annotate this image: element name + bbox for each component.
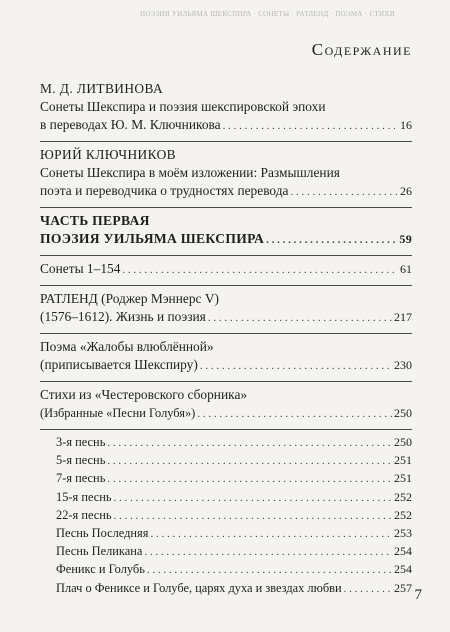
divider [40, 429, 412, 430]
entry-title-line: РАТЛЕНД (Роджер Мэннерс V) [40, 291, 219, 306]
toc-entry-klyuchnikov [40, 146, 412, 201]
leader-dots [114, 490, 392, 507]
divider [40, 255, 412, 256]
part-title-line [40, 230, 412, 249]
entry-title-text: (Избранные «Песни Голубя») [40, 406, 196, 420]
leader-dots [114, 508, 392, 525]
entry-title-text: Сонеты 1–154 [40, 261, 121, 276]
song-title: 22-я песнь [56, 507, 112, 522]
song-title: Феникс и Голубь [56, 562, 145, 577]
list-item [40, 489, 412, 507]
entry-title-line [40, 356, 412, 375]
entry-title-line [40, 260, 412, 279]
page-ref: 251 [394, 471, 412, 486]
song-title: Песнь Последняя [56, 526, 149, 541]
song-title: Песнь Пеликана [56, 544, 143, 559]
page-number: 7 [414, 587, 422, 603]
part-title-text: ПОЭЗИЯ УИЛЬЯМА ШЕКСПИРА [40, 231, 265, 246]
entry-title-text: (1576–1612). Жизнь и поэзия [40, 309, 206, 324]
entry-title-line: Стихи из «Честеровского сборника» [40, 387, 248, 402]
entry-title-text: (приписывается Шекспиру) [40, 357, 198, 372]
leader-dots [197, 405, 392, 423]
page-ref: 59 [399, 232, 412, 246]
leader-dots [266, 231, 397, 249]
divider [40, 381, 412, 382]
page-ref: 253 [394, 526, 412, 541]
leader-dots [122, 261, 398, 279]
list-item [40, 525, 412, 543]
page-ref: 252 [394, 489, 412, 504]
song-title: 3-я песнь [56, 435, 106, 449]
table-of-contents [40, 80, 412, 598]
leader-dots [107, 453, 392, 470]
page-ref: 254 [394, 544, 412, 559]
toc-entry-litvinova [40, 80, 412, 135]
leader-dots [107, 435, 392, 452]
entry-title-line [40, 404, 412, 423]
page-ref: 230 [394, 358, 412, 372]
running-head: ПОЭЗИЯ УИЛЬЯМА ШЕКСПИРА · СОНЕТЫ · РАТЛЕНД · ПОЭМА · СТИХИ [140, 10, 396, 18]
page-ref: 257 [394, 580, 412, 595]
page-ref: 254 [394, 562, 412, 577]
leader-dots [107, 471, 392, 488]
toc-entry-chester [40, 386, 412, 423]
toc-entry-sonnets [40, 260, 412, 279]
entry-title-line: Сонеты Шекспира и поэзия шекспировской эпохи [40, 99, 326, 114]
song-title: 7-я песнь [56, 471, 106, 486]
leader-dots [291, 183, 399, 201]
divider [40, 285, 412, 286]
leader-dots [150, 526, 392, 543]
leader-dots [200, 357, 392, 375]
entry-title-text: в переводах Ю. М. Ключникова [40, 117, 221, 132]
page-ref: 61 [400, 262, 412, 276]
leader-dots [223, 117, 398, 135]
part-title-line: ЧАСТЬ ПЕРВАЯ [40, 213, 150, 228]
entry-title-line: Поэма «Жалобы влюблённой» [40, 339, 214, 354]
author-name: ЮРИЙ КЛЮЧНИКОВ [40, 147, 177, 162]
toc-entry-part-one [40, 212, 412, 249]
page-ref: 251 [394, 453, 412, 468]
entry-title-line [40, 308, 412, 327]
entry-title-text: поэта и переводчика о трудностях перевода [40, 183, 289, 198]
list-item [40, 507, 412, 525]
songs-list [40, 434, 412, 598]
page-ref: 250 [394, 406, 412, 420]
leader-dots [344, 581, 392, 598]
list-item [40, 470, 412, 488]
list-item [40, 580, 412, 598]
leader-dots [147, 562, 392, 579]
entry-title-line [40, 182, 412, 201]
entry-title-line: Сонеты Шекспира в моём изложении: Размышления [40, 165, 340, 180]
list-item [40, 452, 412, 470]
list-item [40, 543, 412, 561]
page-ref: 252 [394, 507, 412, 522]
toc-entry-rutland [40, 290, 412, 327]
leader-dots [144, 544, 392, 561]
divider [40, 141, 412, 142]
song-title: 5-я песнь [56, 453, 106, 468]
author-name: М. Д. ЛИТВИНОВА [40, 81, 164, 96]
list-item [40, 561, 412, 579]
divider [40, 333, 412, 334]
toc-entry-poem [40, 338, 412, 375]
page-title: Содержание [311, 40, 412, 59]
song-title: 15-я песнь [56, 489, 112, 504]
page-ref: 26 [400, 184, 412, 198]
page-ref: 16 [400, 118, 412, 132]
page-ref: 217 [394, 310, 412, 324]
page-ref: 250 [394, 435, 412, 449]
entry-title-line [40, 116, 412, 135]
list-item [40, 434, 412, 452]
divider [40, 207, 412, 208]
leader-dots [208, 309, 392, 327]
song-title: Плач о Фениксе и Голубе, царях духа и звездах любви [56, 580, 342, 595]
